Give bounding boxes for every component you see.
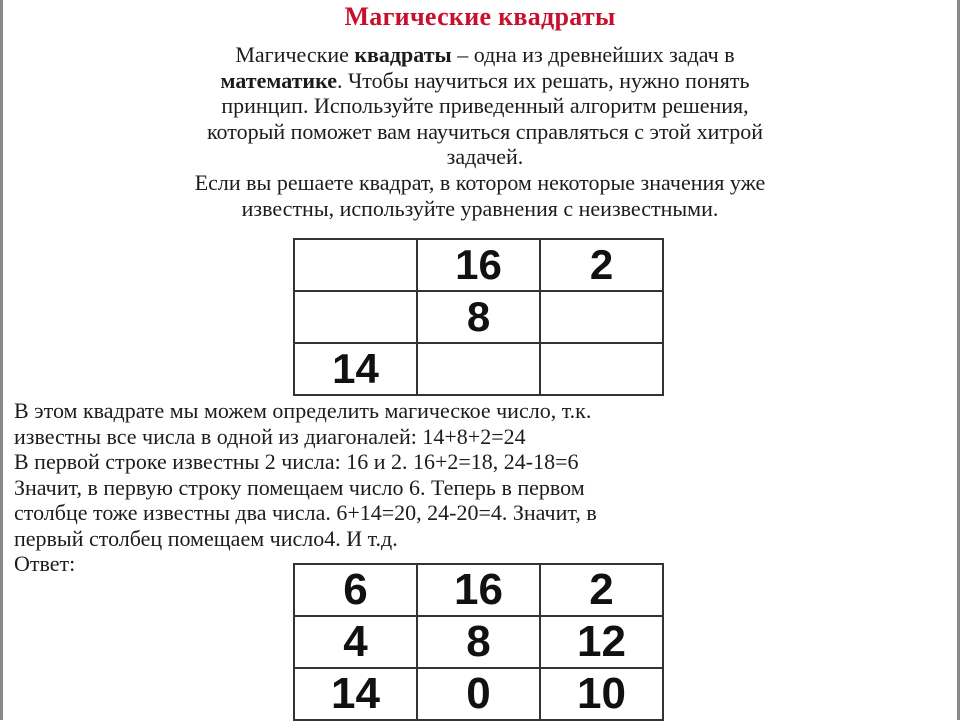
- puzzle-cell: [540, 291, 663, 343]
- answer-cell: 0: [417, 668, 540, 720]
- intro-text: . Чтобы научиться их решать, нужно понять: [337, 67, 750, 93]
- explanation-paragraph: [14, 398, 944, 577]
- answer-cell: 12: [540, 616, 663, 668]
- hint-line-2: известны, используйте уравнения с неизвестными.: [241, 195, 719, 221]
- intro-bold-term: математике: [220, 67, 337, 93]
- explanation-line: первый столбец помещаем число4. И т.д.: [14, 525, 398, 551]
- answer-cell: 16: [417, 564, 540, 616]
- puzzle-row: [294, 239, 663, 291]
- answer-cell: 2: [540, 564, 663, 616]
- answer-row: [294, 668, 663, 720]
- explanation-line: В первой строке известны 2 числа: 16 и 2. 16+2=18, 24-18=6: [14, 449, 579, 474]
- intro-line-3: принцип. Используйте приведенный алгоритм решения,: [221, 93, 749, 118]
- intro-bold-term: квадраты: [354, 42, 452, 67]
- answer-cell: 8: [417, 616, 540, 668]
- answer-square: [293, 563, 664, 721]
- puzzle-cell: 8: [417, 291, 540, 343]
- page-title: Магические квадраты: [344, 2, 616, 31]
- intro-line-2: [85, 68, 885, 94]
- intro-line-1: [85, 42, 885, 68]
- answer-cell: 10: [540, 668, 663, 720]
- puzzle-cell: 2: [540, 239, 663, 291]
- answer-label: Ответ:: [14, 551, 76, 576]
- puzzle-cell: [294, 291, 417, 343]
- hint-paragraph: [40, 170, 920, 221]
- puzzle-row: [294, 291, 663, 343]
- puzzle-cell: 16: [417, 239, 540, 291]
- intro-text: Магические: [235, 42, 355, 67]
- answer-cell: 14: [294, 668, 417, 720]
- puzzle-cell: 14: [294, 343, 417, 395]
- answer-row: [294, 564, 663, 616]
- explanation-line: столбце тоже известны два числа. 6+14=20, 24-20=4. Значит, в: [14, 500, 597, 525]
- intro-text: – одна из древнейших задач в: [451, 42, 735, 67]
- answer-row: [294, 616, 663, 668]
- puzzle-cell: [540, 343, 663, 395]
- answer-cell: 6: [294, 564, 417, 616]
- explanation-line: известны все числа в одной из диагоналей: 14+8+2=24: [14, 423, 526, 449]
- answer-cell: 4: [294, 616, 417, 668]
- puzzle-square: [293, 238, 664, 396]
- explanation-line: В этом квадрате мы можем определить магическое число, т.к.: [14, 398, 592, 423]
- explanation-line: Значит, в первую строку помещаем число 6. Теперь в первом: [14, 474, 585, 500]
- hint-line-1: Если вы решаете квадрат, в котором некоторые значения уже: [194, 170, 766, 195]
- intro-line-4: который поможет вам научиться справляться с этой хитрой: [206, 118, 763, 144]
- puzzle-cell: [417, 343, 540, 395]
- intro-line-5: задачей.: [446, 144, 524, 169]
- frame-left-border: [0, 0, 3, 720]
- puzzle-cell: [294, 239, 417, 291]
- intro-paragraph: [85, 42, 885, 170]
- puzzle-row: [294, 343, 663, 395]
